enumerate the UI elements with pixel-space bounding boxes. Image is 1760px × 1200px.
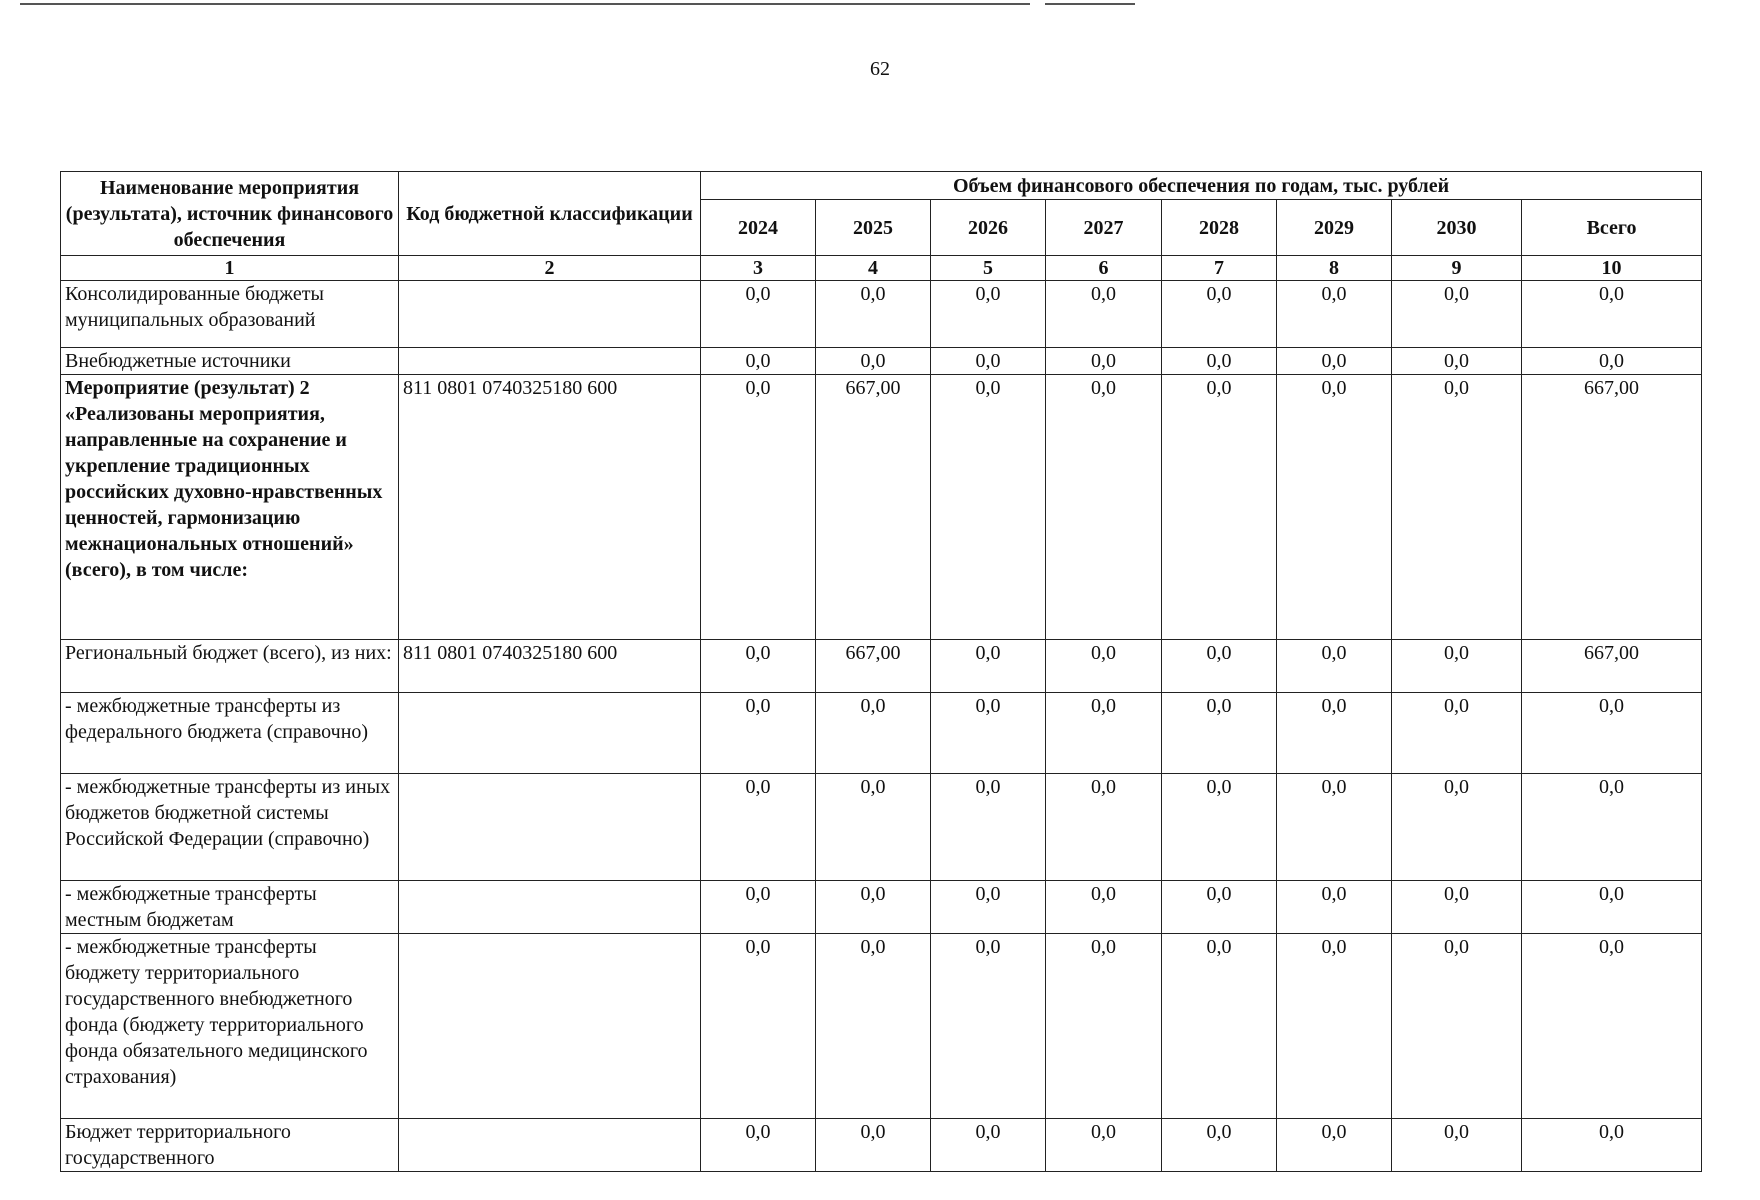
table-row	[61, 375, 1702, 640]
header-name: Наименование мероприятия (результата), источник финансового обеспечения	[61, 172, 399, 256]
row-name: Мероприятие (результат) 2 «Реализованы мероприятия, направленные на сохранение и укрепление традиционных российских духовно-нравственных ценностей, гармонизацию межнациональных отношений» (всего), в том числе:	[61, 375, 399, 640]
row-year-value: 0,0	[701, 934, 816, 1119]
row-year-value: 0,0	[931, 348, 1046, 375]
row-year-value: 0,0	[931, 1119, 1046, 1172]
row-total-value: 0,0	[1522, 693, 1702, 774]
row-year-value: 0,0	[1046, 640, 1162, 693]
header-year: 2029	[1277, 200, 1392, 256]
row-year-value: 0,0	[701, 640, 816, 693]
row-year-value: 0,0	[1046, 1119, 1162, 1172]
row-year-value: 0,0	[1046, 375, 1162, 640]
row-year-value: 0,0	[1392, 375, 1522, 640]
header-code: Код бюджетной классификации	[399, 172, 701, 256]
row-year-value: 0,0	[701, 693, 816, 774]
row-year-value: 0,0	[1277, 693, 1392, 774]
row-total-value: 0,0	[1522, 348, 1702, 375]
header-year: 2024	[701, 200, 816, 256]
row-name: - межбюджетные трансферты местным бюджетам	[61, 881, 399, 934]
row-year-value: 0,0	[1046, 281, 1162, 348]
row-year-value: 0,0	[931, 375, 1046, 640]
table-row	[61, 881, 1702, 934]
table-row	[61, 934, 1702, 1119]
row-year-value: 0,0	[1392, 934, 1522, 1119]
row-year-value: 0,0	[931, 281, 1046, 348]
row-total-value: 667,00	[1522, 640, 1702, 693]
table-row	[61, 1119, 1702, 1172]
row-year-value: 0,0	[1162, 375, 1277, 640]
table-row	[61, 281, 1702, 348]
row-year-value: 0,0	[701, 375, 816, 640]
row-name: Бюджет территориального государственного	[61, 1119, 399, 1172]
column-number: 2	[399, 256, 701, 281]
row-year-value: 0,0	[931, 881, 1046, 934]
row-year-value: 0,0	[931, 774, 1046, 881]
row-year-value: 0,0	[1277, 375, 1392, 640]
row-year-value: 0,0	[1046, 881, 1162, 934]
row-year-value: 0,0	[931, 640, 1046, 693]
column-number: 3	[701, 256, 816, 281]
row-year-value: 0,0	[1277, 774, 1392, 881]
top-scan-rule-short	[1045, 3, 1135, 5]
row-total-value: 0,0	[1522, 281, 1702, 348]
row-total-value: 0,0	[1522, 1119, 1702, 1172]
row-budget-code	[399, 693, 701, 774]
table-row	[61, 693, 1702, 774]
row-year-value: 0,0	[816, 693, 931, 774]
table-row	[61, 640, 1702, 693]
row-year-value: 0,0	[1392, 281, 1522, 348]
column-number: 8	[1277, 256, 1392, 281]
header-year: 2025	[816, 200, 931, 256]
row-year-value: 0,0	[1277, 1119, 1392, 1172]
row-year-value: 0,0	[816, 934, 931, 1119]
row-name: - межбюджетные трансферты из иных бюджетов бюджетной системы Российской Федерации (справочно)	[61, 774, 399, 881]
row-budget-code	[399, 281, 701, 348]
row-total-value: 0,0	[1522, 881, 1702, 934]
row-year-value: 0,0	[1277, 281, 1392, 348]
row-year-value: 0,0	[1392, 640, 1522, 693]
column-number: 4	[816, 256, 931, 281]
row-total-value: 0,0	[1522, 934, 1702, 1119]
row-year-value: 0,0	[1046, 693, 1162, 774]
row-budget-code	[399, 881, 701, 934]
row-name: - межбюджетные трансферты из федерального бюджета (справочно)	[61, 693, 399, 774]
row-year-value: 0,0	[1162, 693, 1277, 774]
row-year-value: 0,0	[1046, 934, 1162, 1119]
row-year-value: 0,0	[1392, 693, 1522, 774]
row-year-value: 0,0	[1392, 774, 1522, 881]
column-number: 6	[1046, 256, 1162, 281]
header-year: 2026	[931, 200, 1046, 256]
row-year-value: 0,0	[1046, 774, 1162, 881]
row-year-value: 0,0	[931, 934, 1046, 1119]
row-year-value: 0,0	[1277, 640, 1392, 693]
row-year-value: 0,0	[1162, 348, 1277, 375]
row-year-value: 0,0	[1392, 1119, 1522, 1172]
row-year-value: 0,0	[701, 774, 816, 881]
row-year-value: 0,0	[1162, 1119, 1277, 1172]
top-scan-rule	[20, 3, 1030, 5]
column-number: 5	[931, 256, 1046, 281]
row-year-value: 0,0	[816, 348, 931, 375]
row-total-value: 0,0	[1522, 774, 1702, 881]
row-name: - межбюджетные трансферты бюджету территориального государственного внебюджетного фонда (бюджету территориального фонда обязательного медицинского страхования)	[61, 934, 399, 1119]
row-year-value: 0,0	[1162, 281, 1277, 348]
header-year: 2028	[1162, 200, 1277, 256]
row-year-value: 0,0	[1046, 348, 1162, 375]
table-row	[61, 348, 1702, 375]
row-year-value: 0,0	[1162, 934, 1277, 1119]
row-year-value: 0,0	[701, 881, 816, 934]
row-budget-code: 811 0801 0740325180 600	[399, 640, 701, 693]
column-number: 9	[1392, 256, 1522, 281]
header-year: 2030	[1392, 200, 1522, 256]
row-year-value: 0,0	[701, 281, 816, 348]
row-year-value: 0,0	[1162, 881, 1277, 934]
column-number: 7	[1162, 256, 1277, 281]
row-name: Региональный бюджет (всего), из них:	[61, 640, 399, 693]
row-budget-code: 811 0801 0740325180 600	[399, 375, 701, 640]
row-year-value: 0,0	[816, 774, 931, 881]
row-name: Консолидированные бюджеты муниципальных образований	[61, 281, 399, 348]
row-year-value: 0,0	[701, 348, 816, 375]
row-budget-code	[399, 1119, 701, 1172]
table-row	[61, 774, 1702, 881]
row-year-value: 0,0	[1162, 640, 1277, 693]
column-number: 1	[61, 256, 399, 281]
financing-table	[60, 171, 1702, 1172]
row-year-value: 0,0	[1277, 348, 1392, 375]
row-year-value: 0,0	[1392, 881, 1522, 934]
row-year-value: 0,0	[816, 881, 931, 934]
row-budget-code	[399, 934, 701, 1119]
row-year-value: 0,0	[1277, 934, 1392, 1119]
row-year-value: 0,0	[1277, 881, 1392, 934]
header-total: Всего	[1522, 200, 1702, 256]
row-year-value: 0,0	[931, 693, 1046, 774]
header-group: Объем финансового обеспечения по годам, тыс. рублей	[701, 172, 1702, 200]
row-total-value: 667,00	[1522, 375, 1702, 640]
row-year-value: 0,0	[816, 1119, 931, 1172]
column-number: 10	[1522, 256, 1702, 281]
row-year-value: 667,00	[816, 375, 931, 640]
row-year-value: 667,00	[816, 640, 931, 693]
page-number: 62	[870, 58, 890, 80]
row-year-value: 0,0	[816, 281, 931, 348]
row-year-value: 0,0	[1162, 774, 1277, 881]
row-year-value: 0,0	[1392, 348, 1522, 375]
row-year-value: 0,0	[701, 1119, 816, 1172]
row-budget-code	[399, 774, 701, 881]
header-year: 2027	[1046, 200, 1162, 256]
row-name: Внебюджетные источники	[61, 348, 399, 375]
row-budget-code	[399, 348, 701, 375]
